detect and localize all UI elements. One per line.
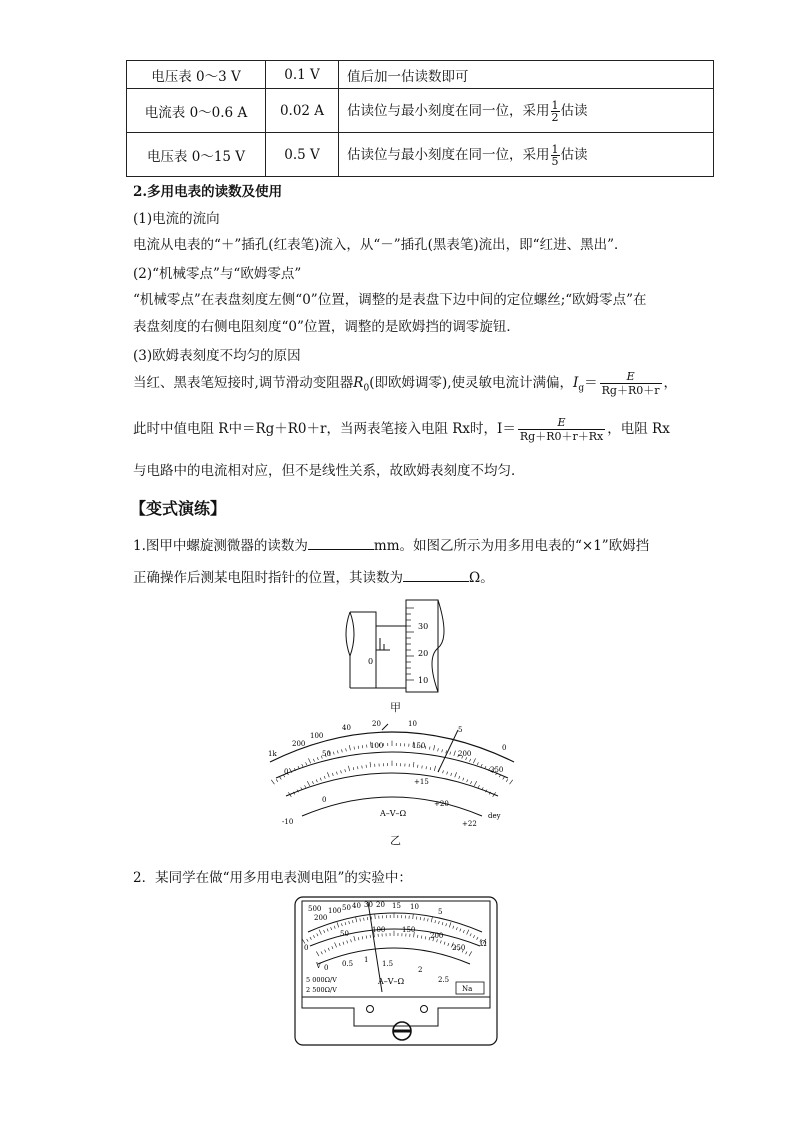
scale-tick — [345, 769, 346, 772]
scale-tick — [434, 745, 435, 750]
scale-tick — [473, 758, 475, 763]
min-cell: 0.1 V — [266, 61, 339, 89]
scale-tick — [510, 780, 513, 784]
paragraph: 表盘刻度的右侧电阻刻度“0”位置，调整的是欧姆挡的调零旋钮． — [133, 319, 520, 335]
omega-label: Ω — [480, 939, 487, 948]
figure-caption-yi: 乙 — [390, 834, 401, 847]
scale-tick — [336, 772, 337, 775]
paragraph: 与电路中的电流相对应，但不是线性关系，故欧姆表刻度不均匀． — [133, 463, 525, 479]
scale-label: 0.5 — [342, 960, 354, 968]
answer-blank[interactable] — [403, 569, 469, 582]
min-cell: 0.02 A — [266, 89, 339, 133]
scale-tick — [446, 750, 447, 753]
micrometer-label: 10 — [418, 676, 429, 685]
scale-tick — [306, 762, 307, 765]
scale-tick — [316, 779, 317, 782]
subheading: (1)电流的流向 — [133, 211, 220, 227]
scale-label: 50 — [340, 930, 349, 938]
scale-label: 200 — [458, 750, 472, 758]
scale-tick — [426, 766, 427, 769]
scale-tick — [353, 767, 354, 770]
micrometer-label: 0 — [368, 657, 374, 666]
scale-tick — [324, 776, 325, 779]
scale-tick — [280, 777, 282, 779]
rule-cell: 值后加一估读数即可 — [339, 61, 714, 89]
scale-tick — [354, 747, 355, 750]
scale-tick — [477, 762, 478, 765]
scale-tick — [474, 781, 476, 786]
scale-tick — [455, 772, 457, 777]
scale-tick — [312, 781, 313, 784]
scale-tick — [305, 785, 306, 788]
db-label: 0 — [322, 796, 327, 804]
scale-tick — [271, 780, 274, 784]
scale-label: 150 — [402, 926, 416, 934]
scale-tick — [337, 750, 338, 753]
ohm-label: 100 — [310, 732, 324, 740]
scale-tick — [308, 758, 310, 763]
rule-cell: 估读位与最小刻度在同一位，采用 $\frac{1}{5}$ 估读 — [339, 133, 714, 177]
scale-tick — [413, 762, 414, 767]
scale-tick — [450, 752, 451, 755]
scale-label: 0 — [284, 768, 289, 776]
ohm-label: 500 — [308, 905, 322, 913]
db-label: +22 — [462, 820, 477, 828]
subheading: (3)欧姆表刻度不均匀的原因 — [133, 348, 301, 364]
paragraph: 电流从电表的“＋”插孔(红表笔)流入，从“－”插孔(黑表笔)流出，即“红进、黑出”． — [133, 237, 628, 253]
scale-tick — [506, 779, 508, 781]
ohm-label: 10 — [408, 720, 417, 728]
scale-tick — [470, 781, 471, 784]
scale-tick — [333, 752, 334, 755]
scale-tick — [307, 781, 309, 786]
scale-tick — [454, 751, 456, 756]
ohm-label: 200 — [314, 914, 328, 922]
scale-tick — [481, 764, 482, 767]
table-row — [127, 89, 714, 133]
meter-cell: 电压表 0～15 V — [127, 133, 266, 177]
exercise-title: 【变式演练】 — [130, 499, 227, 518]
scale-label: 2.5 — [438, 976, 450, 984]
scale-tick — [425, 746, 426, 749]
scale-tick — [349, 745, 350, 750]
scale-tick — [317, 757, 318, 760]
question-1-cont: 正确操作后测某电阻时指针的位置，其读数为 Ω。 — [133, 570, 494, 586]
scale-tick — [346, 748, 347, 751]
scale-tick — [443, 770, 444, 773]
scale-label: 2 — [418, 966, 423, 974]
scale-label: 1.5 — [382, 960, 394, 968]
ohm-label: 20 — [376, 901, 385, 909]
paragraph: “机械零点”在表盘刻度左侧“0”位置，调整的是表盘下边中间的定位螺丝;“欧姆零点”在 — [133, 292, 647, 308]
formula-fraction: $\frac{E}{Rg+R0+r+Rx}$ — [519, 416, 604, 443]
ohm-label: 100 — [328, 907, 342, 915]
scale-tick — [332, 773, 333, 776]
scale-tick — [467, 779, 468, 782]
ohm-label: 20 — [372, 720, 381, 728]
db-label: +15 — [414, 778, 429, 786]
ohm-label: 0 — [502, 744, 507, 752]
answer-blank[interactable] — [308, 537, 374, 550]
figure-caption-jia: 甲 — [390, 701, 401, 714]
scale-label: 50 — [322, 750, 331, 758]
micrometer-figure — [340, 598, 452, 696]
ohm-label: 1k — [268, 750, 277, 758]
scale-tick — [438, 748, 439, 751]
micrometer-label: 20 — [418, 649, 429, 658]
scale-tick — [451, 773, 452, 776]
scale-tick — [357, 766, 358, 769]
scale-label: 0 — [304, 944, 309, 952]
fraction: $\frac{1}{2}$ — [551, 98, 559, 124]
ohm-label: 10 — [410, 903, 419, 911]
meter-cell: 电压表 0～3 V — [127, 61, 266, 89]
scale-label: 200 — [430, 932, 444, 940]
fraction: $\frac{1}{5}$ — [551, 142, 559, 168]
scale-tick — [470, 759, 471, 762]
ohm-label: 50 — [342, 904, 351, 912]
scale-tick — [370, 762, 371, 767]
rule-cell: 估读位与最小刻度在同一位，采用 $\frac{1}{2}$ 估读 — [339, 89, 714, 133]
scale-label: 250 — [452, 944, 466, 952]
scale-tick — [503, 777, 505, 779]
question-1: 1.图甲中螺旋测微器的读数为 mm。如图乙所示为用多用电表的“×1”欧姆挡 — [133, 538, 650, 554]
db-label: +20 — [434, 800, 449, 808]
table-row — [127, 61, 714, 89]
scale-tick — [320, 778, 321, 781]
spec-label: 5 000Ω/V — [306, 976, 337, 984]
ohm-label: 200 — [292, 740, 306, 748]
scale-tick — [463, 778, 464, 781]
scale-tick — [276, 779, 278, 781]
scale-tick — [478, 785, 479, 788]
paragraph: 此时中值电阻 R中＝Rg＋R0＋r，当两表笔接入电阻 Rx时，I＝ $\frac{E}{Rg+R0+r+Rx}$ ，电阻 Rx — [133, 416, 670, 443]
section-heading: 2.多用电表的读数及使用 — [133, 184, 283, 200]
scale-tick — [342, 749, 343, 752]
scale-tick — [348, 766, 349, 771]
ohm-label: 30 — [364, 901, 373, 909]
scale-label: 100 — [372, 926, 386, 934]
db-unit-label: dey — [488, 812, 501, 820]
ohm-label: 15 — [392, 902, 401, 910]
scale-tick — [429, 747, 430, 750]
scale-tick — [434, 766, 435, 771]
scale-tick — [358, 746, 359, 749]
scale-label: 1 — [364, 956, 369, 964]
ohm-label: 40 — [352, 902, 361, 910]
paragraph: 当红、黑表笔短接时,调节滑动变阻器$R_0$(即欧姆调零),使灵敏电流计满偏，$I_g=$ $\frac{E}{Rg+R0+r}$ ， — [133, 370, 678, 397]
min-cell: 0.5 V — [266, 133, 339, 177]
scale-tick — [430, 767, 431, 770]
scale-label: 150 — [412, 742, 426, 750]
reading-table — [126, 60, 714, 177]
db-label: -10 — [282, 818, 294, 826]
scale-label: 0 — [324, 964, 329, 972]
formula-fraction: $\frac{E}{Rg+R0+r}$ — [601, 370, 660, 397]
multimeter-figure-2 — [294, 896, 498, 1046]
meter-cell: 电流表 0～0.6 A — [127, 89, 266, 133]
scale-tick — [459, 776, 460, 779]
scale-tick — [313, 759, 314, 762]
ohm-label: 40 — [342, 724, 351, 732]
subheading: (2)“机械零点”与“欧姆零点” — [133, 266, 302, 282]
scale-tick — [302, 764, 303, 767]
scale-tick — [442, 749, 443, 752]
scale-tick — [327, 772, 329, 777]
ohm-label: 5 — [458, 726, 463, 734]
ohm-label: 5 — [438, 908, 443, 916]
spec-label: 2 500Ω/V — [306, 986, 337, 994]
table-row — [127, 133, 714, 177]
scale-tick — [341, 770, 342, 773]
na-label: Na — [462, 985, 473, 993]
multimeter-dial-yi — [262, 716, 522, 832]
meter-center-label: A–V–Ω — [380, 809, 407, 818]
scale-label: 100 — [370, 742, 384, 750]
question-2: 2．某同学在做“用多用电表测电阻”的实验中： — [133, 870, 412, 886]
scale-tick — [447, 772, 448, 775]
v-label: V — [316, 962, 322, 970]
micrometer-label: 30 — [418, 622, 429, 631]
meter-center-label: A–V–Ω — [378, 977, 405, 986]
scale-label: 250 — [490, 766, 504, 774]
